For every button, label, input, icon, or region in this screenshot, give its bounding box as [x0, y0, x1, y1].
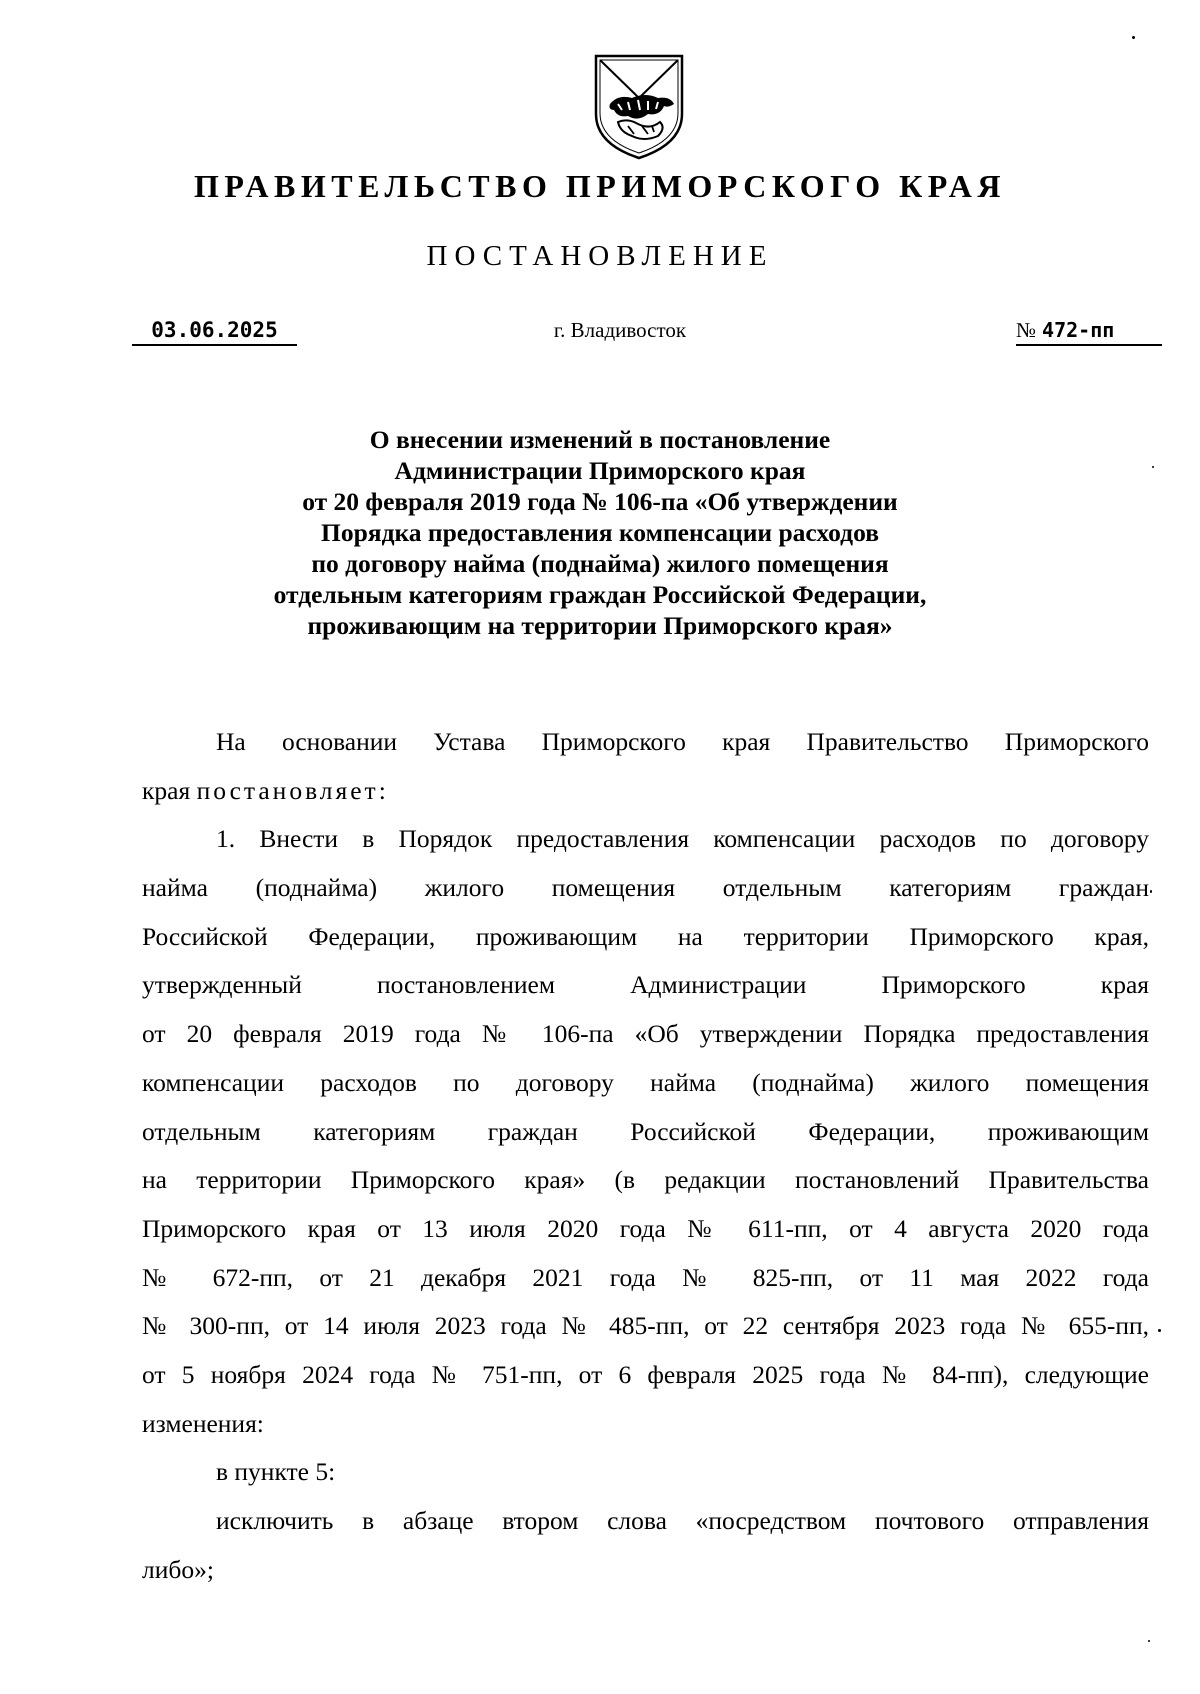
body-line: исключить в абзаце втором слова «посредством почтового отправления [216, 1506, 1149, 1535]
title-line: проживающим на территории Приморского края» [307, 611, 893, 640]
scan-speck [1158, 1329, 1161, 1332]
body-line: от 5 ноября 2024 года № 751-пп, от 6 февраля 2025 года № 84-пп), следующие [142, 1359, 1149, 1389]
body-line: отдельным категориям граждан Российской Федерации, проживающим [142, 1116, 1149, 1146]
scan-speck [1152, 466, 1154, 468]
document-date: 03.06.2025 [132, 316, 297, 346]
body-line: на территории Приморского края» (в редакции постановлений Правительства [142, 1165, 1149, 1195]
title-line: О внесении изменений в постановление [369, 425, 831, 454]
coat-of-arms-emblem [588, 52, 690, 162]
body-line [142, 767, 1149, 816]
title-line: Администрации Приморского края [394, 456, 806, 485]
number-value: 472-пп [1042, 318, 1115, 342]
body-line: № 672-пп, от 21 декабря 2021 года № 825-пп, от 11 мая 2022 года [142, 1262, 1149, 1292]
body-line: Приморского края от 13 июля 2020 года № 611-пп, от 4 августа 2020 года [142, 1213, 1149, 1243]
body-line: 1. Внести в Порядок предоставления компенсации расходов по договору [216, 824, 1149, 854]
body-text: края [142, 775, 191, 805]
body-line: в пункте 5: [216, 1457, 336, 1487]
document-title [150, 424, 1050, 641]
body-line: изменения: [142, 1408, 264, 1438]
body-line: компенсации расходов по договору найма (поднайма) жилого помещения [142, 1067, 1149, 1097]
title-line: Порядка предоставления компенсации расходов [321, 518, 879, 547]
title-line: от 20 февраля 2019 года № 106-па «Об утверждении [302, 487, 898, 516]
body-line: найма (поднайма) жилого помещения отдельным категориям граждан [142, 873, 1149, 903]
body-line: № 300-пп, от 14 июля 2023 года № 485-пп, от 22 сентября 2023 года № 655-пп, [142, 1311, 1149, 1341]
document-type: ПОСТАНОВЛЕНИЕ [426, 240, 774, 272]
organization-name: ПРАВИТЕЛЬСТВО ПРИМОРСКОГО КРАЯ [194, 168, 1006, 204]
scan-speck [1148, 1640, 1150, 1642]
body-line: На основании Устава Приморского края Правительство Приморского [216, 727, 1149, 756]
document-city: г. Владивосток [553, 318, 687, 342]
resolves-word: постановляет: [196, 775, 389, 805]
title-line: по договору найма (поднайма) жилого помещения [311, 549, 889, 578]
body-line: либо»; [142, 1554, 214, 1584]
scan-speck [1132, 36, 1135, 39]
body-line: от 20 февраля 2019 года № 106-па «Об утверждении Порядка предоставления [142, 1019, 1149, 1049]
number-sign: № [1016, 318, 1037, 342]
body-line: утвержденный постановлением Администрации Приморского края [142, 970, 1149, 1000]
scan-speck [1150, 890, 1152, 893]
title-line: отдельным категориям граждан Российской Федерации, [273, 580, 927, 609]
document-body [142, 718, 1149, 1594]
document-number [1016, 316, 1162, 346]
body-line: Российской Федерации, проживающим на территории Приморского края, [142, 921, 1149, 951]
